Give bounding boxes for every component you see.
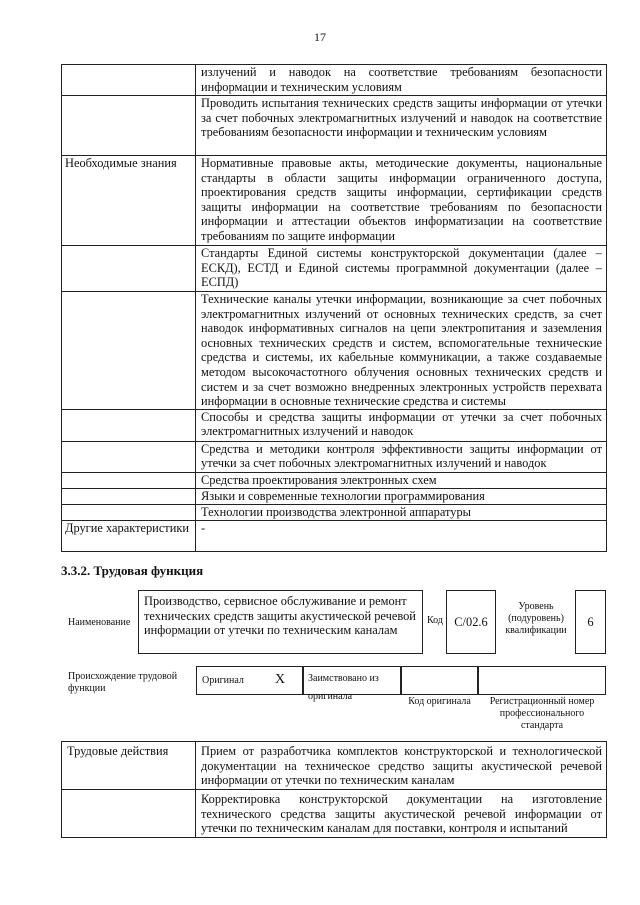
table-row	[62, 472, 607, 488]
table-row	[62, 742, 607, 790]
table-row	[62, 65, 607, 96]
row-label: Трудовые действия	[62, 742, 196, 790]
row-text: излучений и наводок на соответствие требованиям безопасности информации и техническим условиям	[196, 65, 607, 96]
row-label	[62, 441, 196, 472]
table-row	[62, 441, 607, 472]
row-text: -	[196, 520, 607, 551]
reg-caption: Регистрационный номер профессионального стандарта	[489, 696, 595, 731]
table-row	[62, 246, 607, 292]
labor-actions-table	[61, 741, 607, 838]
table-row	[62, 292, 607, 410]
row-label	[62, 292, 196, 410]
origin-label: Происхождение трудовой функции	[68, 671, 178, 694]
row-label	[62, 488, 196, 504]
level-label: Уровень (подуровень) квалификации	[505, 601, 567, 636]
original-cell	[196, 666, 303, 695]
row-label	[62, 65, 196, 96]
original-code-cell	[401, 666, 478, 695]
borrowed-label: Заимствовано из оригинала	[308, 673, 379, 702]
table-row	[62, 520, 607, 551]
row-label	[62, 409, 196, 441]
registration-number-cell	[478, 666, 606, 695]
row-label	[62, 504, 196, 520]
row-label: Необходимые знания	[62, 156, 196, 246]
original-label: Оригинал	[202, 675, 244, 686]
section-title: 3.3.2. Трудовая функция	[61, 563, 204, 578]
name-label: Наименование	[68, 617, 131, 628]
table-row	[62, 790, 607, 838]
qualification-level: 6	[575, 590, 606, 654]
row-text: Корректировка конструкторской документации на изготовление технического средства защиты акустической речевой информации от утечки по техническим каналам для поставки, контроля и испытаний	[196, 790, 607, 838]
row-text: Нормативные правовые акты, методические документы, национальные стандарты в области защиты информации ограниченного доступа, проектирования средств защиты информации, сертификации средств защиты информации на соответствие требованиям по безопасности информации и аттестации объектов информатизации на соответствие требованиям по защите информации	[196, 156, 607, 246]
row-text: Проводить испытания технических средств защиты информации от утечки за счет побочных электромагнитных излучений и наводок на соответствие требованиям безопасности информации и техническим условиям	[196, 96, 607, 156]
table-row	[62, 409, 607, 441]
function-name: Производство, сервисное обслуживание и ремонт технических средств защиты акустической речевой информации от утечки по техническим каналам	[138, 590, 423, 654]
row-label	[62, 472, 196, 488]
row-label	[62, 790, 196, 838]
table-row	[62, 156, 607, 246]
row-label	[62, 246, 196, 292]
row-text: Языки и современные технологии программирования	[196, 488, 607, 504]
code-label: Код	[427, 615, 443, 626]
table-row	[62, 488, 607, 504]
row-text: Прием от разработчика комплектов конструкторской и технологической документации на техническое средство защиты акустической речевой информации от утечки по техническим каналам	[196, 742, 607, 790]
row-text: Средства и методики контроля эффективности защиты информации от утечки за счет побочных электромагнитных излучений и наводок	[196, 441, 607, 472]
function-code: С/02.6	[446, 590, 496, 654]
row-text: Средства проектирования электронных схем	[196, 472, 607, 488]
row-text: Технические каналы утечки информации, возникающие за счет побочных электромагнитных излучений от основных технических средств, за счет наводок информативных сигналов на цепи электропитания и заземления основных технических средств и систем, вспомогательные технические средства и системы, их кабельные коммуникации, а также создаваемые методом высокочастотного облучения основных технических средств и систем и за счет возможно внедренных электронных устройств перехвата информации в основные технические средства и системы	[196, 292, 607, 410]
table-row	[62, 504, 607, 520]
row-label: Другие характеристики	[62, 520, 196, 551]
row-label	[62, 96, 196, 156]
row-text: Технологии производства электронной аппаратуры	[196, 504, 607, 520]
borrowed-cell	[303, 666, 401, 702]
table-row	[62, 96, 607, 156]
knowledge-table	[61, 64, 607, 552]
row-text: Стандарты Единой системы конструкторской документации (далее – ЕСКД), ЕСТД и Единой системы программной документации (далее – ЕСПД)	[196, 246, 607, 292]
row-text: Способы и средства защиты информации от утечки за счет побочных электромагнитных излучений и наводок	[196, 409, 607, 441]
code-caption: Код оригинала	[408, 696, 471, 707]
original-mark: Х	[275, 672, 286, 687]
page-number: 17	[314, 30, 326, 44]
